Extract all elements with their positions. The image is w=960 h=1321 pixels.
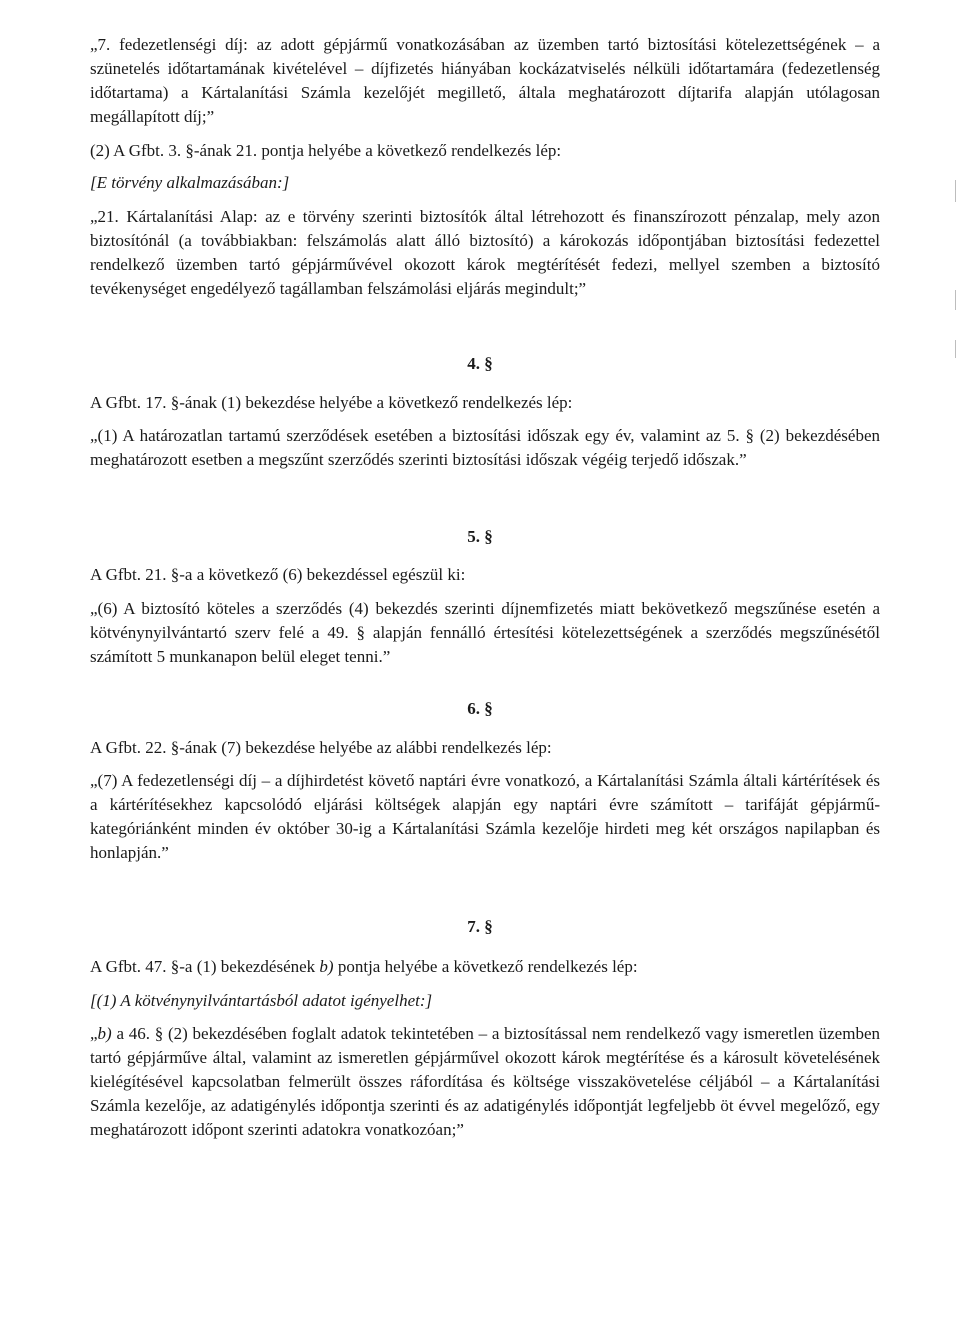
scan-margin-mark (955, 290, 956, 310)
paragraph-kotvenynyilvantartas-intro: [(1) A kötvénynyilvántartásból adatot igényelhet:] (90, 991, 433, 1010)
text-part: „ (90, 1024, 98, 1043)
paragraph-fedezetlensegi-dij-tarifa: „(7) A fedezetlenségi díj – a díjhirdetést követő naptári évre vonatkozó, a Kártalanítási Számla általi kártérítések és a kártérítésekhez kapcsolódó eljárási költségek alapján egy naptári évre számított – tarifáját gépjármű-kategóriánként minden év október 30-ig a Kártalanítási Számla kezelője hirdeti meg két országos napilapban és honlapján.” (90, 771, 880, 862)
paragraph-gfbt-3-amendment: (2) A Gfbt. 3. §-ának 21. pontja helyébe a következő rendelkezés lép: (90, 141, 562, 160)
section-heading-5: 5. § (467, 527, 493, 546)
text-part: pontja helyébe a következő rendelkezés lép: (333, 957, 638, 976)
text-part: A Gfbt. 47. §-a (1) bekezdésének (90, 957, 320, 976)
section-heading-6: 6. § (467, 699, 493, 718)
paragraph-gfbt-47-amendment (90, 955, 880, 979)
paragraph-fedezetlensegi-dij: „7. fedezetlenségi díj: az adott gépjármű vonatkozásában az üzemben tartó biztosítási kötelezettségének – a szünetelés időtartamának kivételével – díjfizetés hiányában kockázatviselés nélküli időtartamára (fedezetlenség időtartama) a Kártalanítási Számla kezelőjét megillető, általa meghatározott díjtarifa alapján utólagosan megállapított díj;” (90, 35, 880, 126)
section-heading-7: 7. § (467, 917, 493, 936)
text-part: a 46. § (2) bekezdésében foglalt adatok tekintetében – a biztosítással nem rendelkező vagy ismeretlen üzemben tartó gépjárműve által, valamint az ismeretlen gépjárművel okozott károk megtérítése és a károsult követelésének kielégítésével kapcsolatban felmerült összes ráfordítása és költsége visszakövetelése céljából – a Kártalanítási Számla kezelője, az adatigénylés időpontja szerinti és az adatigénylés időpontját legfeljebb öt évvel megelőző, egy meghatározott időpont szerinti adatokra vonatkozóan;” (90, 1024, 880, 1139)
paragraph-gfbt-17-amendment: A Gfbt. 17. §-ának (1) bekezdése helyébe a következő rendelkezés lép: (90, 393, 573, 412)
section-heading-4: 4. § (467, 354, 493, 373)
point-b-italic: b) (97, 1024, 112, 1043)
paragraph-hatarozatlan-tartamu: „(1) A határozatlan tartamú szerződések esetében a biztosítási időszak egy év, valamint az 5. § (2) bekezdésében meghatározott esetben a megszűnt szerződés szerinti biztosítási időszak végéig terjedő időszak.” (90, 426, 880, 469)
paragraph-gfbt-21-amendment: A Gfbt. 21. §-a a következő (6) bekezdéssel egészül ki: (90, 565, 466, 584)
paragraph-gfbt-22-amendment: A Gfbt. 22. §-ának (7) bekezdése helyébe az alábbi rendelkezés lép: (90, 738, 552, 757)
paragraph-kartalanitasi-alap: „21. Kártalanítási Alap: az e törvény szerinti biztosítók által létrehozott és finanszírozott pénzalap, mely azon biztosítónál (a továbbiakban: felszámolás alatt álló biztosító) a károkozás időpontjában biztosítási fedezettel rendelkező üzemben tartó gépjárművével okozott károk megtérítését fedezi, mellyel szemben a biztosító tevékenységet engedélyező tagállamban felszámolási eljárás megindult;” (90, 207, 880, 298)
paragraph-biztosito-koteles: „(6) A biztosító köteles a szerződés (4) bekezdés szerinti díjnemfizetés miatt bekövetkező megszűnése esetén a kötvénynyilvántartó szerv felé a 49. § alapján fennálló értesítési kötelezettségének a szerződés megszűnésétől számított 5 munkanapon belül eleget tenni.” (90, 599, 880, 666)
paragraph-bracket-intro: [E törvény alkalmazásában:] (90, 173, 290, 192)
scan-margin-mark (955, 180, 956, 202)
paragraph-point-b (90, 1022, 880, 1142)
scan-margin-mark (955, 340, 956, 358)
point-b-italic: b) (319, 957, 334, 976)
